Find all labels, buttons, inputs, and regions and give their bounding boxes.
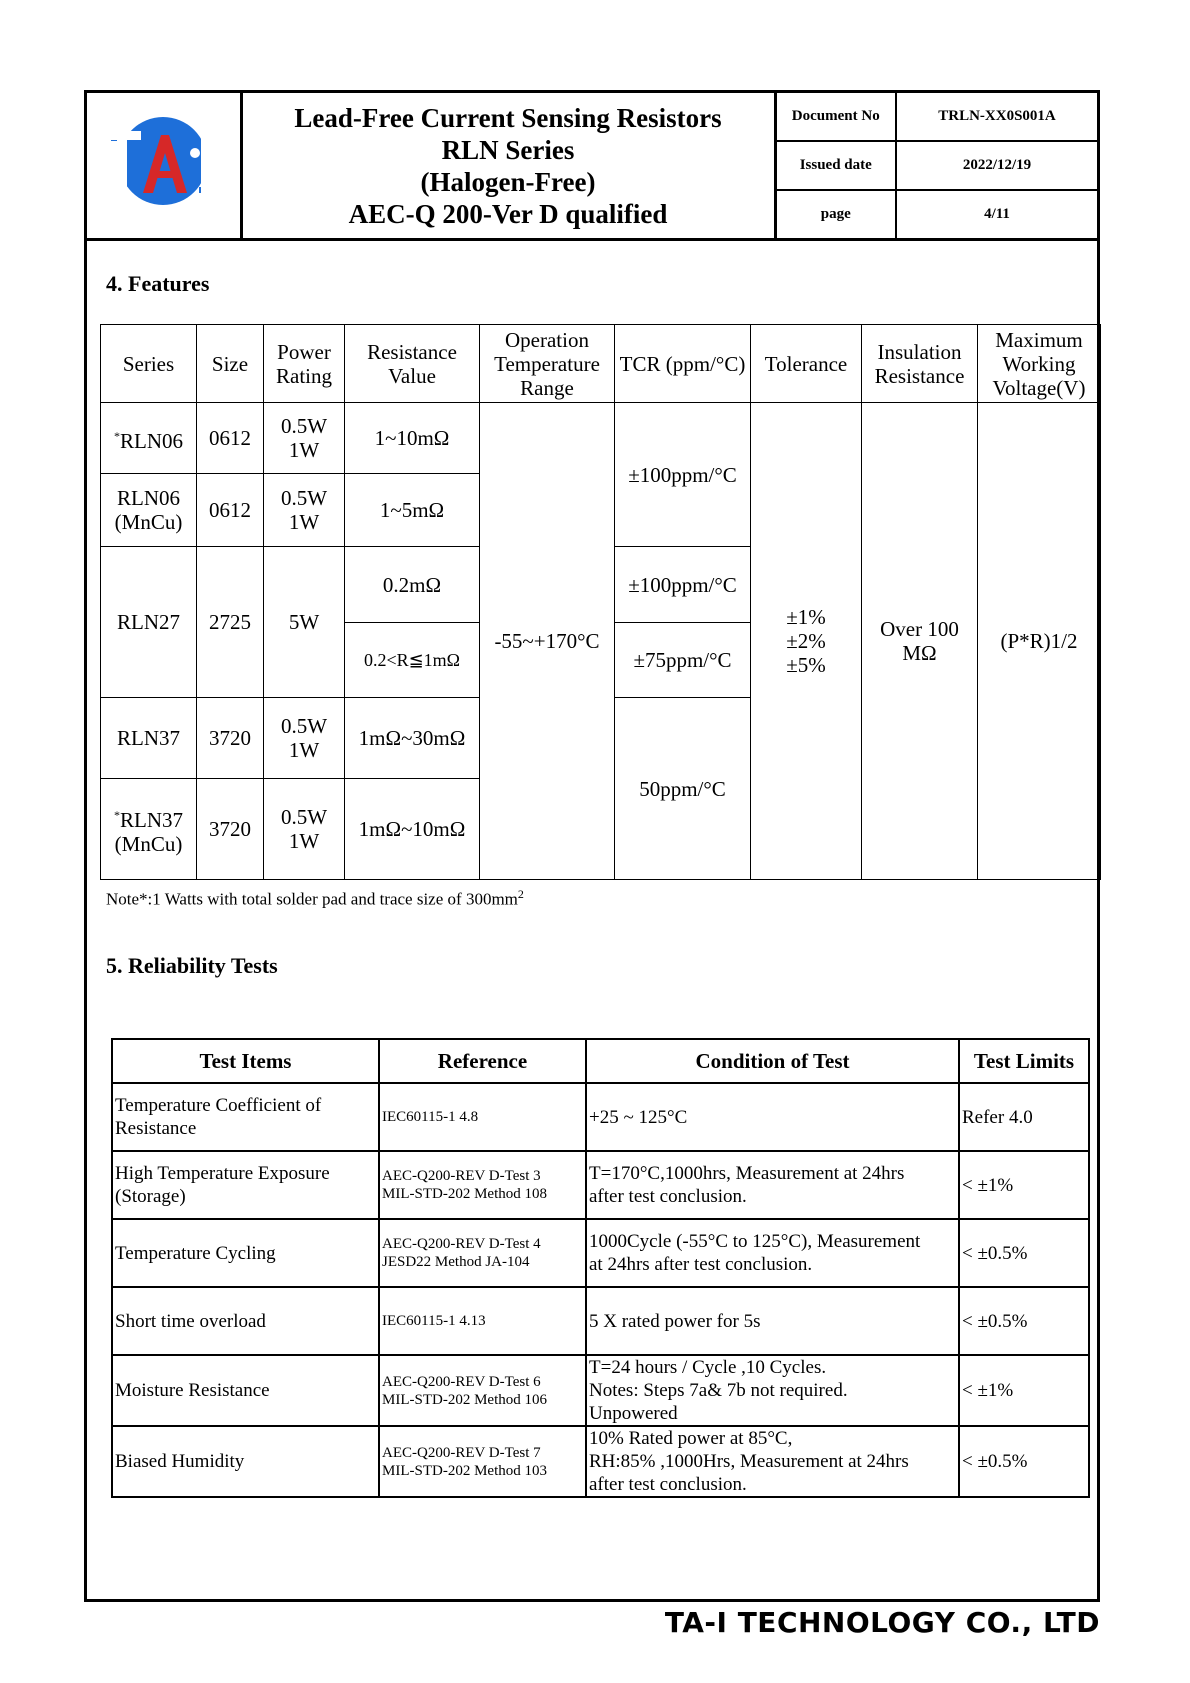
condition-cell: +25 ~ 125°C (586, 1083, 959, 1151)
table-row (101, 403, 1101, 474)
power-cell: 0.5W 1W (264, 698, 345, 779)
title-line: Lead-Free Current Sensing Resistors (294, 102, 722, 133)
resistance-cell: 1~10mΩ (345, 403, 480, 474)
issued-date-value: 2022/12/19 (896, 141, 1097, 190)
reference-cell: AEC-Q200-REV D-Test 4 JESD22 Method JA-104 (379, 1219, 586, 1287)
document-no-label: Document No (775, 93, 896, 141)
test-item-cell: Short time overload (112, 1287, 379, 1355)
features-heading: 4. Features (106, 271, 210, 296)
tcr-cell: ±100ppm/°C (615, 403, 751, 547)
tcr-cell: ±100ppm/°C (615, 547, 751, 623)
logo-cell (87, 93, 241, 239)
size-cell: 0612 (197, 474, 264, 547)
tcr-cell: 50ppm/°C (615, 698, 751, 880)
max-voltage-cell: (P*R)1/2 (978, 403, 1101, 880)
condition-cell: T=24 hours / Cycle ,10 Cycles. Notes: Steps 7a& 7b not required. Unpowered (586, 1355, 959, 1426)
insulation-cell: Over 100 MΩ (862, 403, 978, 880)
page-value: 4/11 (896, 190, 1097, 239)
test-item-cell: Temperature Cycling (112, 1219, 379, 1287)
test-item-cell: Moisture Resistance (112, 1355, 379, 1426)
series-cell: *RLN37 (MnCu) (101, 779, 197, 880)
table-row (112, 1219, 1089, 1287)
column-header: Maximum Working Voltage(V) (978, 325, 1101, 403)
table-row (112, 1083, 1089, 1151)
test-item-cell: Biased Humidity (112, 1426, 379, 1497)
features-table (100, 324, 1101, 880)
column-header: Reference (379, 1039, 586, 1083)
series-cell: *RLN06 (101, 403, 197, 474)
resistance-cell: 1mΩ~30mΩ (345, 698, 480, 779)
issued-date-label: Issued date (775, 141, 896, 190)
tcr-cell: ±75ppm/°C (615, 623, 751, 698)
reference-cell: IEC60115-1 4.13 (379, 1287, 586, 1355)
table-row (112, 1355, 1089, 1426)
title-line: AEC-Q 200-Ver D qualified (348, 198, 668, 229)
column-header: Condition of Test (586, 1039, 959, 1083)
reliability-heading: 5. Reliability Tests (106, 953, 278, 978)
reference-cell: AEC-Q200-REV D-Test 6 MIL-STD-202 Method 106 (379, 1355, 586, 1426)
limit-cell: < ±0.5% (959, 1219, 1089, 1287)
document-no-value: TRLN-XX0S001A (896, 93, 1097, 141)
column-header: Test Limits (959, 1039, 1089, 1083)
column-header: Resistance Value (345, 325, 480, 403)
test-item-cell: High Temperature Exposure (Storage) (112, 1151, 379, 1219)
column-header: Series (101, 325, 197, 403)
size-cell: 3720 (197, 779, 264, 880)
tolerance-cell: ±1% ±2% ±5% (751, 403, 862, 880)
condition-cell: 1000Cycle (-55°C to 125°C), Measurement at 24hrs after test conclusion. (586, 1219, 959, 1287)
series-cell: RLN06 (MnCu) (101, 474, 197, 547)
size-cell: 3720 (197, 698, 264, 779)
table-row (112, 1151, 1089, 1219)
title-line: (Halogen-Free) (420, 166, 596, 197)
reference-cell: IEC60115-1 4.8 (379, 1083, 586, 1151)
resistance-cell: 1~5mΩ (345, 474, 480, 547)
test-item-cell: Temperature Coefficient of Resistance (112, 1083, 379, 1151)
condition-cell: 10% Rated power at 85°C, RH:85% ,1000Hrs, Measurement at 24hrs after test conclusion. (586, 1426, 959, 1497)
power-cell: 0.5W 1W (264, 779, 345, 880)
document-title (241, 93, 775, 239)
size-cell: 2725 (197, 547, 264, 698)
resistance-cell: 0.2mΩ (345, 547, 480, 623)
limit-cell: < ±0.5% (959, 1426, 1089, 1497)
table-row (112, 1287, 1089, 1355)
column-header: Operation Temperature Range (480, 325, 615, 403)
page-label: page (775, 190, 896, 239)
limit-cell: < ±1% (959, 1151, 1089, 1219)
condition-cell: T=170°C,1000hrs, Measurement at 24hrs after test conclusion. (586, 1151, 959, 1219)
series-cell: RLN37 (101, 698, 197, 779)
reliability-table (111, 1038, 1090, 1498)
size-cell: 0612 (197, 403, 264, 474)
limit-cell: < ±0.5% (959, 1287, 1089, 1355)
limit-cell: Refer 4.0 (959, 1083, 1089, 1151)
document-header (87, 93, 1097, 240)
column-header: Size (197, 325, 264, 403)
header-divider (87, 238, 1097, 241)
limit-cell: < ±1% (959, 1355, 1089, 1426)
reliability-header-row (112, 1039, 1089, 1083)
column-header: Tolerance (751, 325, 862, 403)
features-header-row (101, 325, 1101, 403)
power-cell: 0.5W 1W (264, 403, 345, 474)
features-note: Note*:1 Watts with total solder pad and trace size of $300mm^2$ (106, 887, 524, 909)
tai-logo-icon (103, 113, 223, 213)
footer-company-name: TA-I TECHNOLOGY CO., LTD (664, 1606, 1100, 1639)
operation-temperature-cell: -55~+170°C (480, 403, 615, 880)
column-header: Test Items (112, 1039, 379, 1083)
column-header: TCR (ppm/°C) (615, 325, 751, 403)
reference-cell: AEC-Q200-REV D-Test 7 MIL-STD-202 Method 103 (379, 1426, 586, 1497)
page-frame (84, 90, 1100, 1602)
column-header: Insulation Resistance (862, 325, 978, 403)
condition-cell: 5 X rated power for 5s (586, 1287, 959, 1355)
column-header: Power Rating (264, 325, 345, 403)
series-cell: RLN27 (101, 547, 197, 698)
resistance-cell: 1mΩ~10mΩ (345, 779, 480, 880)
resistance-cell: 0.2<R≦1mΩ (345, 623, 480, 698)
power-cell: 5W (264, 547, 345, 698)
table-row (112, 1426, 1089, 1497)
power-cell: 0.5W 1W (264, 474, 345, 547)
reference-cell: AEC-Q200-REV D-Test 3 MIL-STD-202 Method 108 (379, 1151, 586, 1219)
title-line: RLN Series (441, 134, 575, 165)
